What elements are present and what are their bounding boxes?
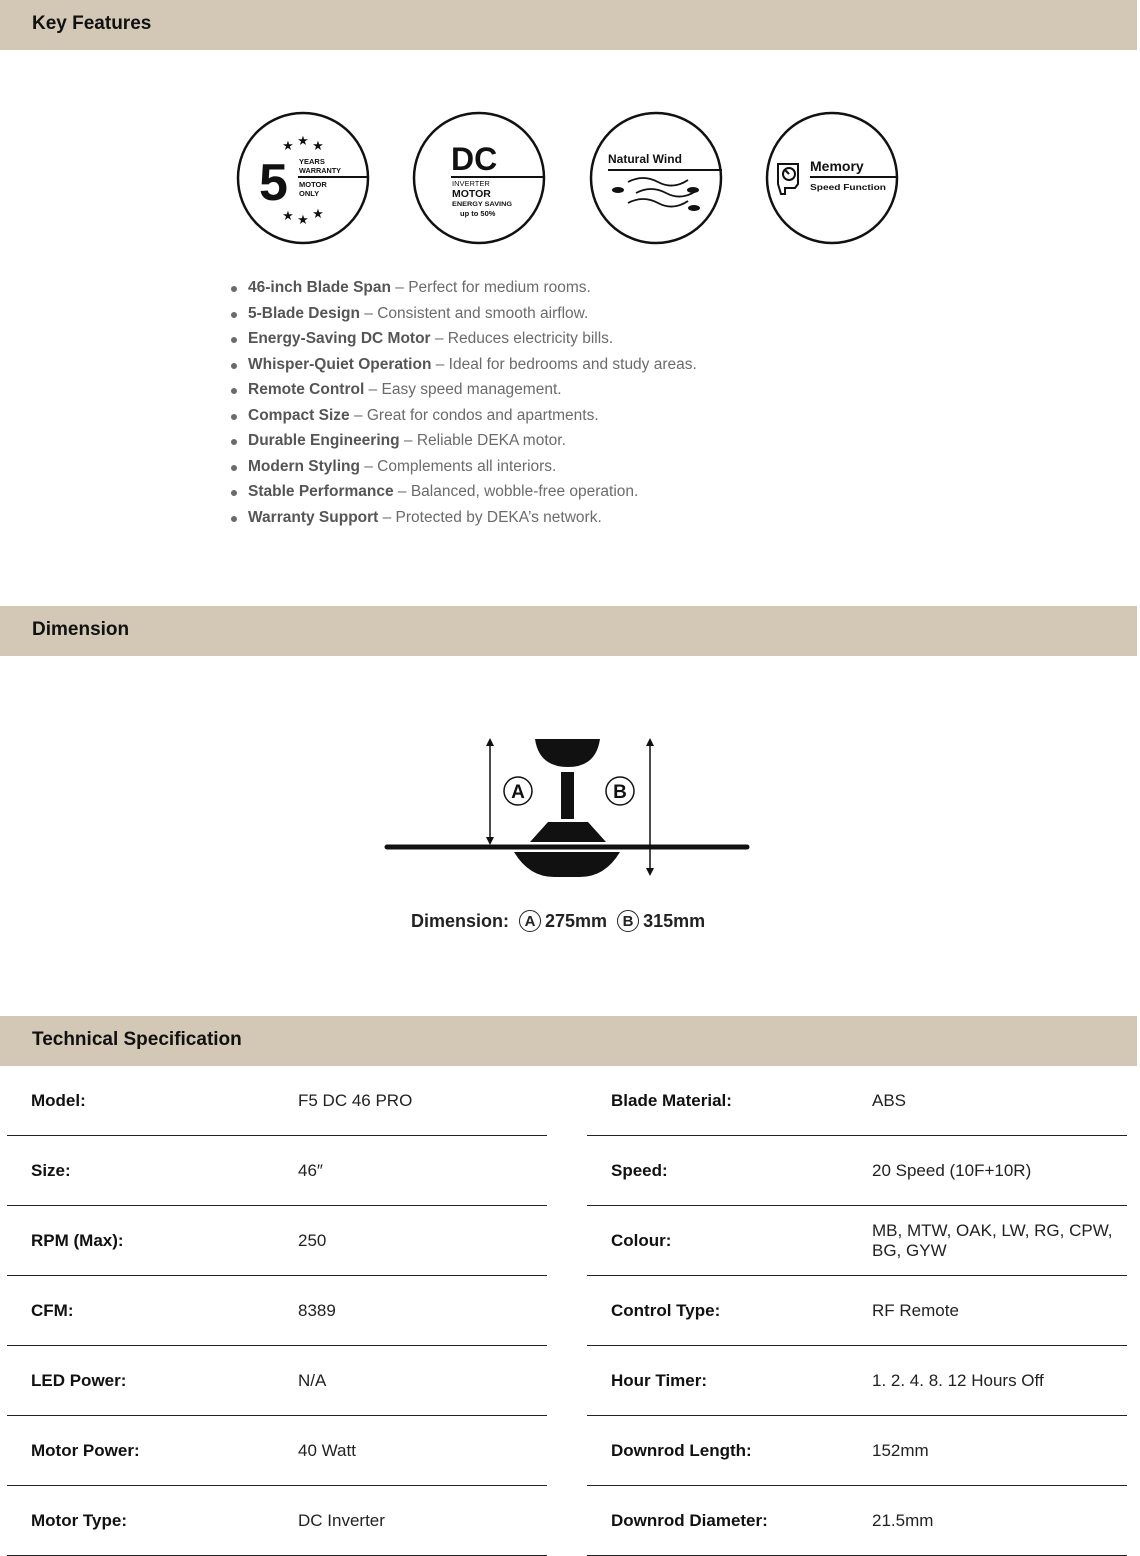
- svg-text:ONLY: ONLY: [299, 189, 320, 198]
- spec-row: [587, 1136, 1127, 1206]
- feature-item: Compact Size – Great for condos and apartments.: [230, 405, 697, 431]
- motor-bottom-icon: [514, 852, 620, 877]
- spec-row: [587, 1276, 1127, 1346]
- svg-text:Memory: Memory: [810, 158, 864, 174]
- svg-text:★: ★: [312, 206, 324, 221]
- spec-label: RPM (Max):: [31, 1231, 124, 1250]
- marker-a: A: [511, 782, 525, 803]
- caption-marker-b: B: [617, 910, 639, 932]
- motor-top-icon: [530, 822, 606, 842]
- spec-label: Model:: [31, 1091, 86, 1110]
- spec-value: DC Inverter: [298, 1511, 385, 1530]
- spec-label: Size:: [31, 1161, 71, 1180]
- marker-b: B: [613, 782, 627, 803]
- dimension-header: [0, 606, 1137, 656]
- spec-label: LED Power:: [31, 1371, 127, 1390]
- spec-label: CFM:: [31, 1301, 74, 1320]
- spec-value: N/A: [298, 1371, 327, 1390]
- dimension-b-value: 315mm: [643, 910, 706, 931]
- spec-label: Blade Material:: [611, 1091, 732, 1110]
- key-features-header: [0, 0, 1137, 50]
- spec-row: [7, 1206, 547, 1276]
- spec-label: Hour Timer:: [611, 1371, 708, 1390]
- spec-value: 46″: [298, 1161, 323, 1180]
- spec-label: Colour:: [611, 1231, 672, 1250]
- svg-text:★: ★: [297, 212, 309, 227]
- spec-row: [587, 1486, 1127, 1556]
- feature-item: Energy-Saving DC Motor – Reduces electricity bills.: [230, 328, 697, 354]
- svg-text:★: ★: [297, 133, 309, 148]
- dimension-label: Dimension:: [411, 910, 510, 931]
- feature-item: Stable Performance – Balanced, wobble-free operation.: [230, 481, 697, 507]
- spec-value: 20 Speed (10F+10R): [872, 1161, 1032, 1180]
- spec-value: 1. 2. 4. 8. 12 Hours Off: [872, 1371, 1044, 1390]
- downrod-icon: [561, 772, 574, 819]
- dimension-caption: [411, 906, 705, 936]
- svg-text:up to 50%: up to 50%: [460, 209, 496, 218]
- spec-value: ABS: [872, 1091, 907, 1110]
- spec-label: Downrod Length:: [611, 1441, 752, 1460]
- spec-label: Control Type:: [611, 1301, 721, 1320]
- feature-item: Modern Styling – Complements all interiors.: [230, 456, 697, 482]
- svg-text:INVERTER: INVERTER: [452, 179, 490, 188]
- badge-big-5: 5: [259, 154, 288, 212]
- svg-text:MOTOR: MOTOR: [299, 180, 327, 189]
- spec-row: [587, 1416, 1127, 1486]
- spec-row: [7, 1416, 547, 1486]
- spec-table-right: [587, 1066, 1127, 1556]
- svg-text:★: ★: [282, 138, 294, 153]
- spec-table-left: [7, 1066, 547, 1556]
- svg-text:★: ★: [282, 208, 294, 223]
- spec-row: [7, 1066, 547, 1136]
- feature-item: Whisper-Quiet Operation – Ideal for bedrooms and study areas.: [230, 354, 697, 380]
- feature-item: Remote Control – Easy speed management.: [230, 379, 697, 405]
- feature-item: Durable Engineering – Reliable DEKA motor.: [230, 430, 697, 456]
- spec-value: 40 Watt: [298, 1441, 356, 1460]
- technical-specification-header: [0, 1016, 1137, 1066]
- spec-label: Motor Power:: [31, 1441, 140, 1460]
- spec-value: 152mm: [872, 1441, 929, 1460]
- svg-text:MOTOR: MOTOR: [452, 188, 491, 200]
- svg-text:DC: DC: [451, 141, 498, 177]
- svg-text:★: ★: [312, 138, 324, 153]
- technical-specification-title: Technical Specification: [32, 1029, 242, 1050]
- spec-label: Motor Type:: [31, 1511, 128, 1530]
- svg-text:Natural Wind: Natural Wind: [608, 152, 682, 166]
- dimension-a-value: 275mm: [545, 910, 608, 931]
- natural-wind-badge-icon: [588, 110, 724, 246]
- svg-text:WARRANTY: WARRANTY: [299, 166, 341, 175]
- memory-badge-icon: [764, 110, 900, 246]
- fan-canopy-icon: [535, 739, 600, 767]
- svg-text:ENERGY SAVING: ENERGY SAVING: [452, 201, 512, 208]
- spec-value: 250: [298, 1231, 327, 1250]
- dc-motor-badge-icon: [411, 110, 547, 246]
- spec-row: [587, 1206, 1127, 1276]
- spec-label: Speed:: [611, 1161, 668, 1180]
- spec-label: Downrod Diameter:: [611, 1511, 768, 1530]
- spec-value: F5 DC 46 PRO: [298, 1091, 413, 1110]
- svg-text:YEARS: YEARS: [299, 157, 325, 166]
- feature-badges: [235, 110, 900, 246]
- spec-value: 21.5mm: [872, 1511, 934, 1530]
- spec-value: 8389: [298, 1301, 336, 1320]
- feature-item: Warranty Support – Protected by DEKA’s network.: [230, 507, 697, 533]
- feature-item: 5-Blade Design – Consistent and smooth airflow.: [230, 303, 697, 329]
- spec-row: [587, 1066, 1127, 1136]
- spec-value: RF Remote: [872, 1301, 959, 1320]
- fan-dimension-diagram: [380, 730, 760, 890]
- spec-value: MB, MTW, OAK, LW, RG, CPW, BG, GYW: [872, 1221, 1113, 1260]
- feature-list: [230, 277, 697, 532]
- svg-text:Speed Function: Speed Function: [810, 183, 887, 192]
- warranty-badge-icon: [235, 110, 371, 246]
- dimension-title: Dimension: [32, 619, 130, 640]
- key-features-title: Key Features: [32, 13, 152, 34]
- feature-item: 46-inch Blade Span – Perfect for medium rooms.: [230, 277, 697, 303]
- spec-row: [7, 1486, 547, 1556]
- caption-marker-a: A: [519, 910, 541, 932]
- spec-row: [7, 1276, 547, 1346]
- spec-row: [7, 1346, 547, 1416]
- spec-row: [587, 1346, 1127, 1416]
- spec-row: [7, 1136, 547, 1206]
